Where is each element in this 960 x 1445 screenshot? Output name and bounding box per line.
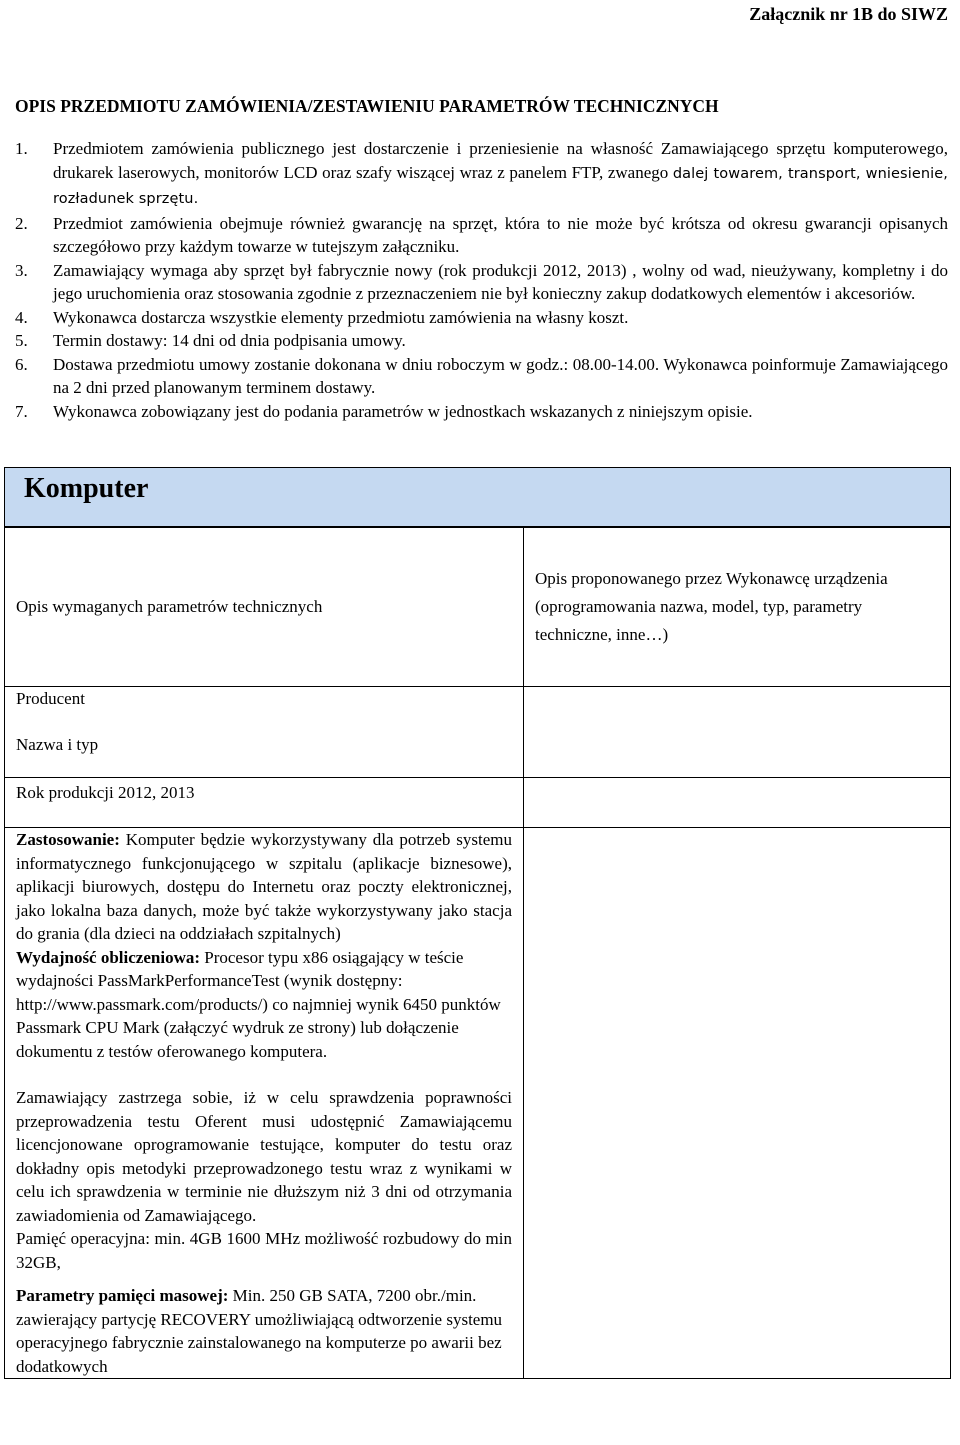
requirements-answer-cell[interactable]: [524, 828, 951, 1379]
item-text: Przedmiotem zamówienia publicznego jest dostarczenie i przeniesienie na własność Zamawiającego sprzętu komputerowego, drukarek laserowych, monitorów LCD oraz szafy wiszącej wraz z panelem FTP, zwanego: [53, 139, 948, 182]
section-title: Komputer: [24, 473, 149, 504]
list-item: [15, 306, 948, 330]
table-row: [5, 828, 951, 1379]
item-number: 6.: [15, 354, 28, 374]
item-number: 7.: [15, 401, 28, 421]
item-text: Termin dostawy: 14 dni od dnia podpisania umowy.: [53, 331, 406, 350]
item-text: Wykonawca zobowiązany jest do podania parametrów w jednostkach wskazanych z niniejszym opisie.: [53, 401, 753, 421]
item-number: 2.: [15, 213, 28, 233]
usage-label: Zastosowanie:: [16, 830, 120, 849]
item-text-continued: dalej towarem, transport, wniesienie, rozładunek sprzętu.: [53, 165, 948, 207]
usage-paragraph: [16, 828, 512, 946]
name-type-label: Nazwa i typ: [16, 734, 99, 754]
production-year-label: Rok produkcji 2012, 2013: [16, 783, 195, 802]
list-item: [15, 212, 948, 259]
list-item: [15, 329, 948, 353]
spec-table: [4, 527, 951, 1379]
intro-list: [15, 137, 948, 423]
item-number: 1.: [15, 139, 28, 158]
item-text: Zamawiający wymaga aby sprzęt był fabrycznie nowy (rok produkcji 2012, 2013) , wolny od wad, nieużywany, kompletny i do jego uruchomienia oraz stosowania zgodnie z przeznaczeniem nie był konieczny zakup dodatkowych elementów i akcesoriów.: [53, 260, 948, 303]
column-header-offered: Opis proponowanego przez Wykonawcę urządzenia (oprogramowania nazwa, model, typ, parametry techniczne, inne…): [524, 528, 951, 687]
usage-text: Komputer będzie wykorzystywany dla potrzeb systemu informatycznego funkcjonującego w szpitalu (aplikacje biznesowe), aplikacji biurowych, dostępu do Internetu oraz poczty elektronicznej, jako lokalna baza danych, może być także wykorzystywany jako stacja do grania (dla dzieci na oddziałach szpitalnych): [16, 830, 512, 943]
table-row: [5, 778, 951, 828]
item-text: Przedmiot zamówienia obejmuje również gwarancję na sprzęt, która to nie może być krótsza od okresu gwarancji opisanych szczegółowo przy każdym towarze w tutejszym załączniku.: [53, 213, 948, 256]
list-item: [15, 400, 948, 424]
section-header: [4, 467, 951, 527]
storage-paragraph: [16, 1284, 512, 1378]
production-year-answer-cell[interactable]: [524, 778, 951, 828]
item-number: 5.: [15, 331, 28, 350]
producer-name-answer-cell[interactable]: [524, 687, 951, 778]
storage-text: Min. 250 GB SATA, 7200 obr./min. zawierający partycję RECOVERY umożliwiającą odtworzenie systemu operacyjnego fabrycznie zainstalowanego na komputerze po awarii bez dodatkowych: [16, 1286, 503, 1376]
item-number: 4.: [15, 307, 28, 327]
test-reservation-paragraph: Zamawiający zastrzega sobie, iż w celu sprawdzenia poprawności przeprowadzenia testu Oferent musi udostępnić Zamawiającemu licencjonowane oprogramowanie testujące, komputer do testu oraz dokładny opis metodyki przeprowadzonego testu wraz z wynikami w celu ich sprawdzenia w terminie nie dłuższym niż 3 dni od otrzymania zawiadomienia od Zamawiającego.: [16, 1088, 512, 1225]
list-item: [15, 353, 948, 400]
table-row: [5, 687, 951, 778]
table-header-row: [5, 528, 951, 687]
item-text: Dostawa przedmiotu umowy zostanie dokonana w dniu roboczym w godz.: 08.00-14.00. Wykonawca poinformuje Zamawiającego na 2 dni przed planowanym terminem dostawy.: [53, 354, 948, 397]
list-item: [15, 259, 948, 306]
producer-label: Producent: [16, 689, 85, 708]
list-item: [15, 137, 948, 212]
memory-paragraph: Pamięć operacyjna: min. 4GB 1600 MHz możliwość rozbudowy do min 32GB,: [16, 1229, 512, 1272]
production-year-cell: [5, 778, 524, 828]
performance-paragraph: [16, 946, 512, 1064]
storage-label: Parametry pamięci masowej:: [16, 1286, 229, 1305]
column-header-required: Opis wymaganych parametrów technicznych: [5, 528, 524, 687]
performance-label: Wydajność obliczeniowa:: [16, 947, 201, 967]
requirements-cell: [5, 828, 524, 1379]
producer-name-cell: [5, 687, 524, 778]
item-number: 3.: [15, 260, 28, 280]
attachment-label: Załącznik nr 1B do SIWZ: [749, 4, 948, 24]
item-text: Wykonawca dostarcza wszystkie elementy przedmiotu zamówienia na własny koszt.: [53, 307, 629, 327]
performance-text: Procesor typu x86 osiągający w teście wydajności PassMarkPerformanceTest (wynik dostępny: http://www.passmark.com/products/) co najmniej wynik 6450 punktów Passmark CPU Mark (załączyć wydruk ze strony) lub dołączenie dokumentu z testów oferowanego komputera.: [16, 947, 501, 1061]
document-title: OPIS PRZEDMIOTU ZAMÓWIENIA/ZESTAWIENIU PARAMETRÓW TECHNICZNYCH: [15, 96, 719, 116]
